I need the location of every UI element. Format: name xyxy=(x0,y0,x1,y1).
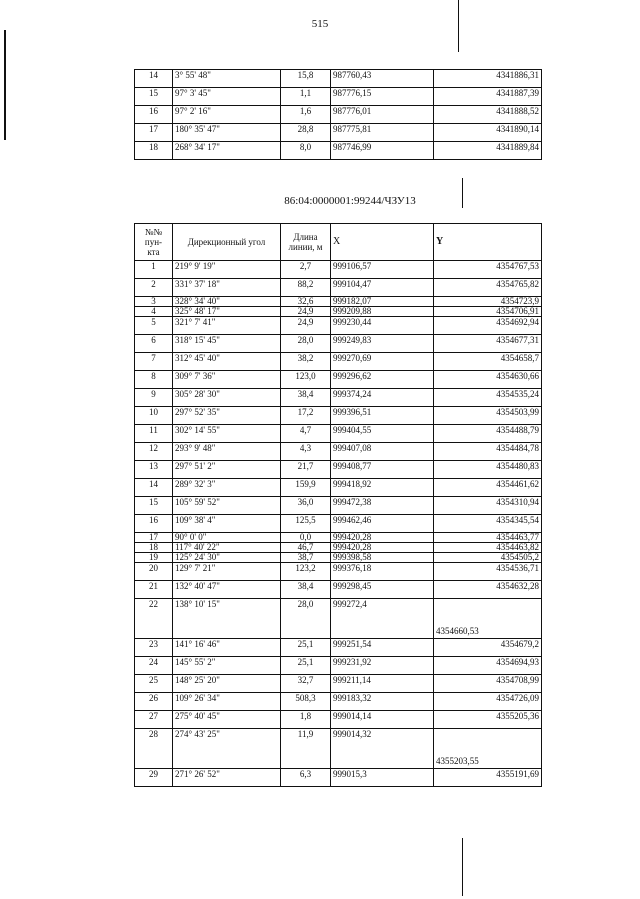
point-number-cell: 2 xyxy=(135,279,173,297)
table-row xyxy=(135,461,542,479)
y-coordinate-cell: 4354632,28 xyxy=(434,581,542,599)
line-length-cell: 4,7 xyxy=(281,425,331,443)
table-row xyxy=(135,371,542,389)
y-coordinate-cell: 4354660,53 xyxy=(434,599,542,639)
table-row xyxy=(135,70,542,88)
point-number-cell: 22 xyxy=(135,599,173,639)
y-coordinate-cell: 4354708,99 xyxy=(434,675,542,693)
direction-angle-cell: 289° 32' 3" xyxy=(173,479,281,497)
table-row xyxy=(135,479,542,497)
line-length-cell: 123,2 xyxy=(281,563,331,581)
x-coordinate-cell: 999014,14 xyxy=(331,711,434,729)
line-length-cell: 4,3 xyxy=(281,443,331,461)
table-row xyxy=(135,407,542,425)
table-row xyxy=(135,639,542,657)
direction-angle-cell: 132° 40' 47" xyxy=(173,581,281,599)
scan-edge-mark-mid-right xyxy=(462,178,463,208)
y-coordinate-cell: 4341889,84 xyxy=(434,142,542,160)
line-length-cell: 1,8 xyxy=(281,711,331,729)
table-row xyxy=(135,317,542,335)
y-coordinate-cell: 4354692,94 xyxy=(434,317,542,335)
point-number-cell: 19 xyxy=(135,553,173,563)
point-number-cell: 20 xyxy=(135,563,173,581)
point-number-cell: 11 xyxy=(135,425,173,443)
line-length-cell: 11,9 xyxy=(281,729,331,769)
point-number-cell: 24 xyxy=(135,657,173,675)
header-direction-angle: Дирекционный угол xyxy=(173,224,281,261)
x-coordinate-cell: 999462,46 xyxy=(331,515,434,533)
point-number-cell: 18 xyxy=(135,543,173,553)
point-number-cell: 12 xyxy=(135,443,173,461)
header-point-number-line3: кта xyxy=(147,247,160,257)
table-row xyxy=(135,279,542,297)
y-coordinate-cell: 4354694,93 xyxy=(434,657,542,675)
point-number-cell: 10 xyxy=(135,407,173,425)
line-length-cell: 0,0 xyxy=(281,533,331,543)
point-number-cell: 6 xyxy=(135,335,173,353)
line-length-cell: 8,0 xyxy=(281,142,331,160)
x-coordinate-cell: 999420,28 xyxy=(331,543,434,553)
point-number-cell: 1 xyxy=(135,261,173,279)
x-coordinate-cell: 987746,99 xyxy=(331,142,434,160)
line-length-cell: 159,9 xyxy=(281,479,331,497)
table-row xyxy=(135,711,542,729)
point-number-cell: 8 xyxy=(135,371,173,389)
x-coordinate-cell: 999249,83 xyxy=(331,335,434,353)
x-coordinate-cell: 999296,62 xyxy=(331,371,434,389)
direction-angle-cell: 302° 14' 55" xyxy=(173,425,281,443)
direction-angle-cell: 328° 34' 40" xyxy=(173,297,281,307)
y-coordinate-cell: 4354535,24 xyxy=(434,389,542,407)
line-length-cell: 38,7 xyxy=(281,553,331,563)
direction-angle-cell: 274° 43' 25" xyxy=(173,729,281,769)
x-coordinate-cell: 999251,54 xyxy=(331,639,434,657)
scan-edge-mark-bottom-right xyxy=(462,838,463,896)
scan-edge-mark-top-right xyxy=(458,0,459,52)
direction-angle-cell: 97° 3' 45" xyxy=(173,88,281,106)
line-length-cell: 25,1 xyxy=(281,657,331,675)
point-number-cell: 18 xyxy=(135,142,173,160)
table-row xyxy=(135,443,542,461)
x-coordinate-cell: 999404,55 xyxy=(331,425,434,443)
line-length-cell: 125,5 xyxy=(281,515,331,533)
y-coordinate-cell: 4341890,14 xyxy=(434,124,542,142)
table-row xyxy=(135,533,542,543)
y-coordinate-cell: 4355205,36 xyxy=(434,711,542,729)
y-coordinate-cell: 4354706,91 xyxy=(434,307,542,317)
section-title: 86:04:0000001:99244/ЧЗУ13 xyxy=(284,195,416,207)
point-number-cell: 21 xyxy=(135,581,173,599)
x-coordinate-cell: 999420,28 xyxy=(331,533,434,543)
header-point-number-line1: №№ xyxy=(144,227,163,237)
direction-angle-cell: 305° 28' 30" xyxy=(173,389,281,407)
point-number-cell: 17 xyxy=(135,124,173,142)
x-coordinate-cell: 999209,88 xyxy=(331,307,434,317)
table-row xyxy=(135,563,542,581)
line-length-cell: 38,4 xyxy=(281,389,331,407)
line-length-cell: 15,8 xyxy=(281,70,331,88)
table-row xyxy=(135,581,542,599)
x-coordinate-cell: 999408,77 xyxy=(331,461,434,479)
line-length-cell: 36,0 xyxy=(281,497,331,515)
point-number-cell: 4 xyxy=(135,307,173,317)
point-number-cell: 17 xyxy=(135,533,173,543)
line-length-cell: 28,0 xyxy=(281,599,331,639)
header-y: Y xyxy=(434,224,542,261)
y-coordinate-cell: 4354726,09 xyxy=(434,693,542,711)
direction-angle-cell: 97° 2' 16" xyxy=(173,106,281,124)
line-length-cell: 46,7 xyxy=(281,543,331,553)
direction-angle-cell: 268° 34' 17" xyxy=(173,142,281,160)
table-row xyxy=(135,88,542,106)
point-number-cell: 15 xyxy=(135,497,173,515)
x-coordinate-cell: 999376,18 xyxy=(331,563,434,581)
point-number-cell: 23 xyxy=(135,639,173,657)
point-number-cell: 13 xyxy=(135,461,173,479)
point-number-cell: 28 xyxy=(135,729,173,769)
table-row xyxy=(135,389,542,407)
scan-edge-mark-left xyxy=(4,30,6,140)
x-coordinate-cell: 999183,32 xyxy=(331,693,434,711)
line-length-cell: 508,3 xyxy=(281,693,331,711)
point-number-cell: 9 xyxy=(135,389,173,407)
point-number-cell: 29 xyxy=(135,769,173,787)
x-coordinate-cell: 999106,57 xyxy=(331,261,434,279)
x-coordinate-cell: 987775,81 xyxy=(331,124,434,142)
direction-angle-cell: 275° 40' 45" xyxy=(173,711,281,729)
x-coordinate-cell: 999396,51 xyxy=(331,407,434,425)
x-coordinate-cell: 987776,01 xyxy=(331,106,434,124)
direction-angle-cell: 297° 51' 2" xyxy=(173,461,281,479)
y-coordinate-cell: 4354488,79 xyxy=(434,425,542,443)
line-length-cell: 1,1 xyxy=(281,88,331,106)
direction-angle-cell: 293° 9' 48" xyxy=(173,443,281,461)
x-coordinate-cell: 999104,47 xyxy=(331,279,434,297)
direction-angle-cell: 297° 52' 35" xyxy=(173,407,281,425)
y-coordinate-cell: 4354463,82 xyxy=(434,543,542,553)
direction-angle-cell: 321° 7' 41" xyxy=(173,317,281,335)
line-length-cell: 25,1 xyxy=(281,639,331,657)
header-line-length-line1: Длина xyxy=(293,232,318,242)
line-length-cell: 88,2 xyxy=(281,279,331,297)
table-row xyxy=(135,543,542,553)
table-header-row xyxy=(135,224,542,261)
header-x: X xyxy=(331,224,434,261)
direction-angle-cell: 138° 10' 15" xyxy=(173,599,281,639)
header-line-length xyxy=(281,224,331,261)
y-coordinate-cell: 4354658,7 xyxy=(434,353,542,371)
x-coordinate-cell: 987776,15 xyxy=(331,88,434,106)
line-length-cell: 38,4 xyxy=(281,581,331,599)
x-coordinate-cell: 999398,58 xyxy=(331,553,434,563)
point-number-cell: 27 xyxy=(135,711,173,729)
direction-angle-cell: 3° 55' 48" xyxy=(173,70,281,88)
x-coordinate-cell: 999182,07 xyxy=(331,297,434,307)
direction-angle-cell: 309° 7' 36" xyxy=(173,371,281,389)
table-row xyxy=(135,335,542,353)
point-number-cell: 14 xyxy=(135,70,173,88)
line-length-cell: 2,7 xyxy=(281,261,331,279)
y-coordinate-cell: 4354679,2 xyxy=(434,639,542,657)
x-coordinate-cell: 999298,45 xyxy=(331,581,434,599)
point-number-cell: 26 xyxy=(135,693,173,711)
y-coordinate-cell: 4354480,83 xyxy=(434,461,542,479)
x-coordinate-cell: 999015,3 xyxy=(331,769,434,787)
header-line-length-line2: линии, м xyxy=(288,242,323,252)
x-coordinate-cell: 999230,44 xyxy=(331,317,434,335)
table-row xyxy=(135,124,542,142)
table-row xyxy=(135,553,542,563)
x-coordinate-cell: 999272,4 xyxy=(331,599,434,639)
table-row xyxy=(135,693,542,711)
direction-angle-cell: 141° 16' 46" xyxy=(173,639,281,657)
line-length-cell: 1,6 xyxy=(281,106,331,124)
page-number: 515 xyxy=(311,18,329,30)
table-row xyxy=(135,769,542,787)
direction-angle-cell: 129° 7' 21" xyxy=(173,563,281,581)
point-number-cell: 25 xyxy=(135,675,173,693)
x-coordinate-cell: 999407,08 xyxy=(331,443,434,461)
line-length-cell: 28,0 xyxy=(281,335,331,353)
line-length-cell: 6,3 xyxy=(281,769,331,787)
y-coordinate-cell: 4341888,52 xyxy=(434,106,542,124)
table-row xyxy=(135,142,542,160)
line-length-cell: 21,7 xyxy=(281,461,331,479)
y-coordinate-cell: 4341886,31 xyxy=(434,70,542,88)
direction-angle-cell: 318° 15' 45" xyxy=(173,335,281,353)
y-coordinate-cell: 4355191,69 xyxy=(434,769,542,787)
direction-angle-cell: 148° 25' 20" xyxy=(173,675,281,693)
coordinates-table-continued xyxy=(134,69,542,160)
x-coordinate-cell: 999472,38 xyxy=(331,497,434,515)
direction-angle-cell: 117° 40' 22" xyxy=(173,543,281,553)
y-coordinate-cell: 4354503,99 xyxy=(434,407,542,425)
y-coordinate-cell: 4354630,66 xyxy=(434,371,542,389)
y-coordinate-cell: 4354765,82 xyxy=(434,279,542,297)
point-number-cell: 16 xyxy=(135,106,173,124)
table-row xyxy=(135,675,542,693)
y-coordinate-cell: 4341887,39 xyxy=(434,88,542,106)
table-row xyxy=(135,497,542,515)
point-number-cell: 16 xyxy=(135,515,173,533)
y-coordinate-cell: 4355203,55 xyxy=(434,729,542,769)
y-coordinate-cell: 4354767,53 xyxy=(434,261,542,279)
y-coordinate-cell: 4354505,2 xyxy=(434,553,542,563)
y-coordinate-cell: 4354463,77 xyxy=(434,533,542,543)
direction-angle-cell: 145° 55' 2" xyxy=(173,657,281,675)
table-row xyxy=(135,657,542,675)
point-number-cell: 15 xyxy=(135,88,173,106)
point-number-cell: 5 xyxy=(135,317,173,335)
y-coordinate-cell: 4354345,54 xyxy=(434,515,542,533)
line-length-cell: 32,7 xyxy=(281,675,331,693)
line-length-cell: 24,9 xyxy=(281,307,331,317)
point-number-cell: 3 xyxy=(135,297,173,307)
x-coordinate-cell: 999418,92 xyxy=(331,479,434,497)
table-row xyxy=(135,353,542,371)
table-row xyxy=(135,425,542,443)
header-point-number-line2: пун- xyxy=(144,237,163,247)
y-coordinate-cell: 4354484,78 xyxy=(434,443,542,461)
y-coordinate-cell: 4354677,31 xyxy=(434,335,542,353)
table-row xyxy=(135,297,542,307)
point-number-cell: 7 xyxy=(135,353,173,371)
table-row xyxy=(135,515,542,533)
direction-angle-cell: 271° 26' 52" xyxy=(173,769,281,787)
x-coordinate-cell: 999014,32 xyxy=(331,729,434,769)
direction-angle-cell: 90° 0' 0" xyxy=(173,533,281,543)
direction-angle-cell: 180° 35' 47" xyxy=(173,124,281,142)
x-coordinate-cell: 999231,92 xyxy=(331,657,434,675)
direction-angle-cell: 312° 45' 40" xyxy=(173,353,281,371)
header-point-number xyxy=(135,224,173,261)
point-number-cell: 14 xyxy=(135,479,173,497)
direction-angle-cell: 325° 48' 17" xyxy=(173,307,281,317)
table-row xyxy=(135,307,542,317)
direction-angle-cell: 125° 24' 30" xyxy=(173,553,281,563)
direction-angle-cell: 109° 38' 4" xyxy=(173,515,281,533)
direction-angle-cell: 109° 26' 34" xyxy=(173,693,281,711)
y-coordinate-cell: 4354461,62 xyxy=(434,479,542,497)
line-length-cell: 123,0 xyxy=(281,371,331,389)
line-length-cell: 17,2 xyxy=(281,407,331,425)
table-row xyxy=(135,261,542,279)
y-coordinate-cell: 4354310,94 xyxy=(434,497,542,515)
x-coordinate-cell: 999270,69 xyxy=(331,353,434,371)
x-coordinate-cell: 999211,14 xyxy=(331,675,434,693)
x-coordinate-cell: 999374,24 xyxy=(331,389,434,407)
table-row xyxy=(135,106,542,124)
table-row xyxy=(135,729,542,769)
x-coordinate-cell: 987760,43 xyxy=(331,70,434,88)
line-length-cell: 32,6 xyxy=(281,297,331,307)
y-coordinate-cell: 4354536,71 xyxy=(434,563,542,581)
direction-angle-cell: 219° 9' 19" xyxy=(173,261,281,279)
line-length-cell: 38,2 xyxy=(281,353,331,371)
coordinates-table xyxy=(134,223,542,787)
table-row xyxy=(135,599,542,639)
y-coordinate-cell: 4354723,9 xyxy=(434,297,542,307)
line-length-cell: 24,9 xyxy=(281,317,331,335)
line-length-cell: 28,8 xyxy=(281,124,331,142)
direction-angle-cell: 105° 59' 52" xyxy=(173,497,281,515)
direction-angle-cell: 331° 37' 18" xyxy=(173,279,281,297)
